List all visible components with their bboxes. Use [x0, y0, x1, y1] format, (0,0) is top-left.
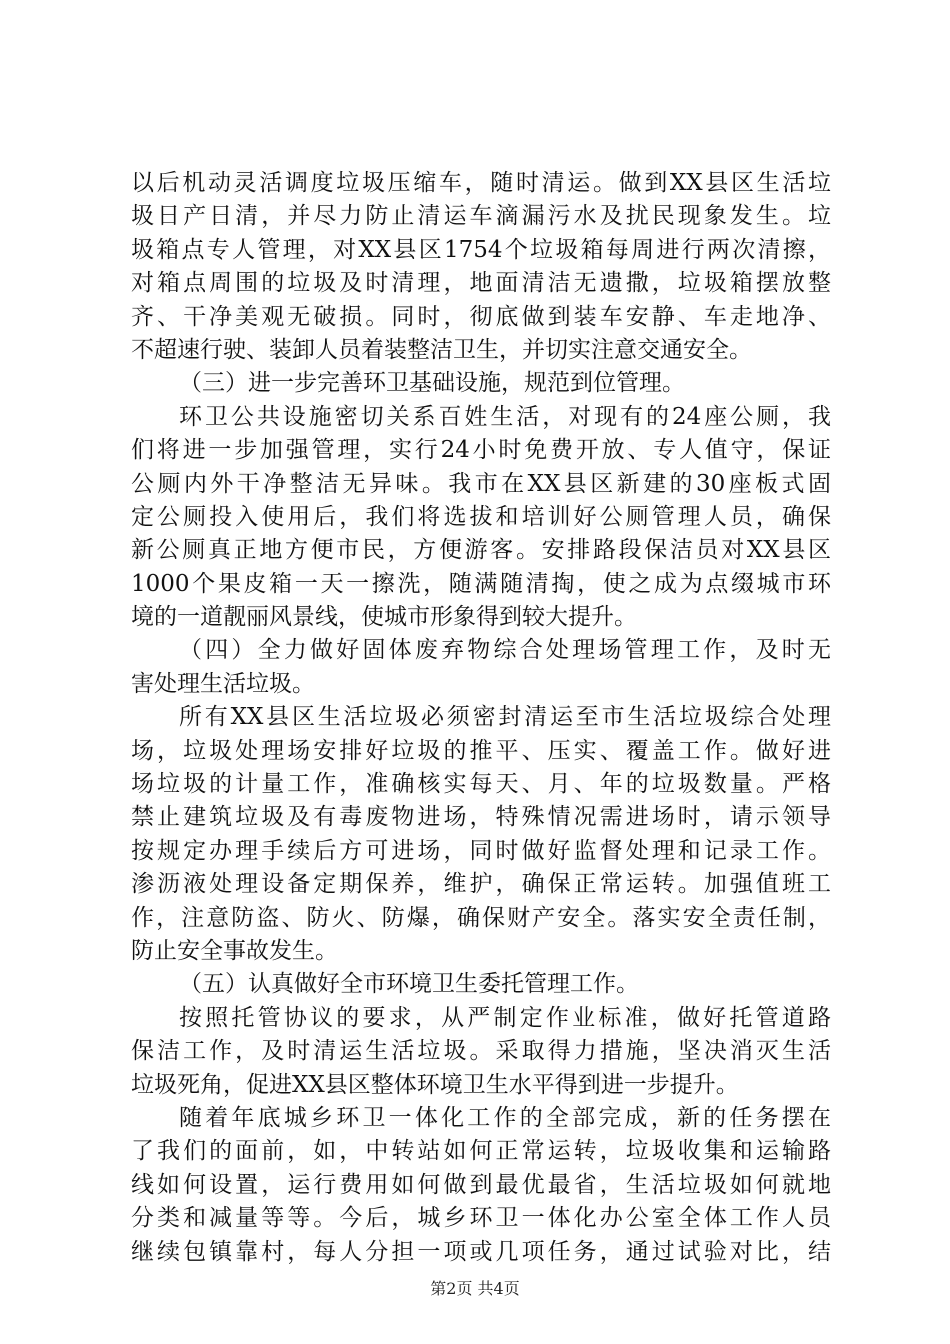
text-line: 圾日产日清，并尽力防止清运车滴漏污水及扰民现象发生。垃	[131, 203, 831, 230]
text-line: 们将进一步加强管理，实行24小时免费开放、专人值守，保证	[131, 437, 831, 464]
text-line: 按照托管协议的要求，从严制定作业标准，做好托管道路	[179, 1004, 831, 1031]
text-line: 齐、干净美观无破损。同时，彻底做到装车安静、车走地净、	[131, 303, 831, 330]
section-heading: （四）全力做好固体废弃物综合处理场管理工作，及时无	[179, 637, 831, 664]
text-line: 作，注意防盗、防火、防爆，确保财产安全。落实安全责任制，	[131, 904, 831, 931]
section-heading: （三）进一步完善环卫基础设施，规范到位管理。	[179, 370, 685, 397]
text-line: 场，垃圾处理场安排好垃圾的推平、压实、覆盖工作。做好进	[131, 737, 831, 764]
text-line: 按规定办理手续后方可进场，同时做好监督处理和记录工作。	[131, 837, 831, 864]
section-heading: 害处理生活垃圾。	[131, 670, 315, 697]
text-line: 新公厕真正地方便市民，方便游客。安排路段保洁员对XX县区	[131, 537, 831, 564]
text-line: 境的一道靓丽风景线，使城市形象得到较大提升。	[131, 604, 637, 631]
text-line: 禁止建筑垃圾及有毒废物进场，特殊情况需进场时，请示领导	[131, 804, 831, 831]
text-line: 公厕内外干净整洁无异味。我市在XX县区新建的30座板式固	[131, 470, 831, 497]
text-line: 防止安全事故发生。	[131, 937, 338, 964]
section-heading: （五）认真做好全市环境卫生委托管理工作。	[179, 971, 639, 998]
text-line: 渗沥液处理设备定期保养，维护，确保正常运转。加强值班工	[131, 871, 831, 898]
page-number-footer: 第2页 共4页	[430, 1279, 520, 1298]
text-line: 以后机动灵活调度垃圾压缩车，随时清运。做到XX县区生活垃	[131, 170, 831, 196]
document-body	[131, 167, 831, 1269]
text-line: 场垃圾的计量工作，准确核实每天、月、年的垃圾数量。严格	[131, 771, 831, 798]
text-line: 线如何设置，运行费用如何做到最优最省，生活垃圾如何就地	[131, 1171, 831, 1198]
text-line: 分类和减量等等。今后，城乡环卫一体化办公室全体工作人员	[131, 1205, 831, 1232]
text-line: 定公厕投入使用后，我们将选拔和培训好公厕管理人员，确保	[131, 503, 831, 530]
text-line: 1000个果皮箱一天一擦洗，随满随清掏，使之成为点缀城市环	[131, 570, 831, 597]
text-line: 所有XX县区生活垃圾必须密封清运至市生活垃圾综合处理	[179, 704, 831, 731]
text-line: 对箱点周围的垃圾及时清理，地面清洁无遗撒，垃圾箱摆放整	[131, 270, 831, 297]
text-line: 保洁工作，及时清运生活垃圾。采取得力措施，坚决消灭生活	[131, 1038, 831, 1065]
text-line: 不超速行驶、装卸人员着装整洁卫生，并切实注意交通安全。	[131, 336, 752, 363]
text-line: 垃圾死角，促进XX县区整体环境卫生水平得到进一步提升。	[131, 1071, 739, 1098]
text-line: 随着年底城乡环卫一体化工作的全部完成，新的任务摆在	[179, 1104, 831, 1131]
text-line: 了我们的面前，如，中转站如何正常运转，垃圾收集和运输路	[131, 1138, 831, 1165]
text-line: 圾箱点专人管理，对XX县区1754个垃圾箱每周进行两次清擦，	[131, 236, 831, 263]
text-line: 环卫公共设施密切关系百姓生活，对现有的24座公厕，我	[179, 403, 831, 430]
text-line: 继续包镇靠村，每人分担一项或几项任务，通过试验对比，结	[131, 1238, 831, 1265]
